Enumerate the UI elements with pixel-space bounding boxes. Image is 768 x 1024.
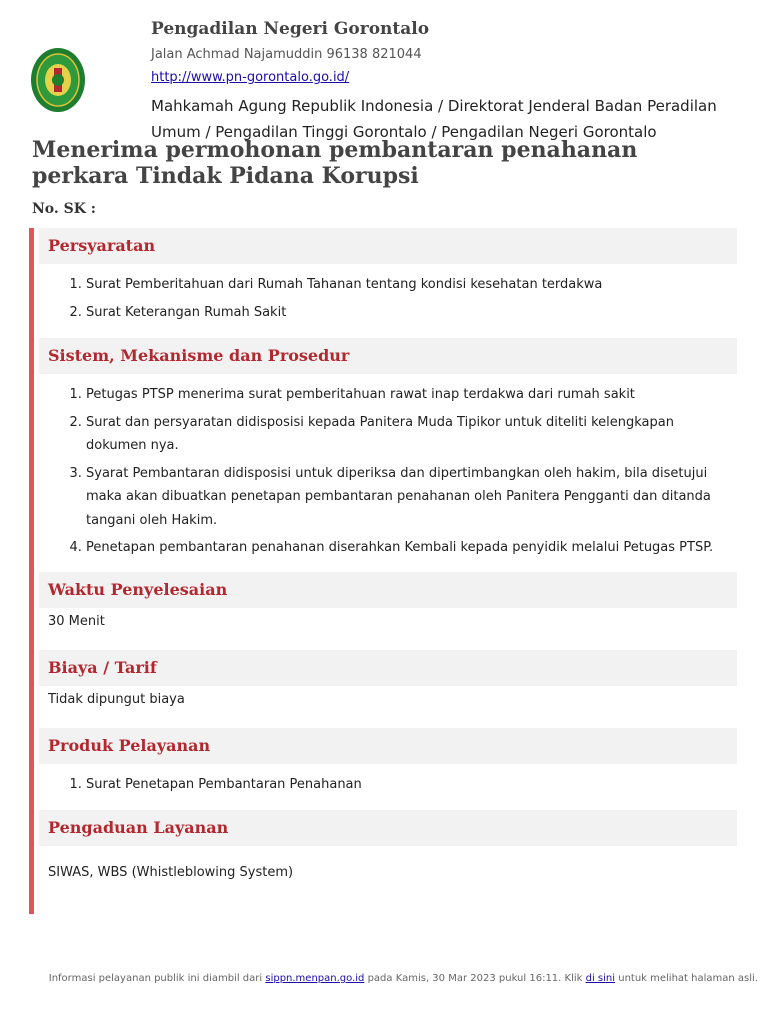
list-item: 3. Syarat Pembantaran didisposisi untuk diperiksa dan dipertimbangkan oleh hakim, bila disetujui maka akan dibuatkan penetapan pembantaran penahanan oleh Panitera Pengganti dan ditanda tangani oleh Hakim. (86, 462, 737, 533)
requirements-list (39, 273, 737, 324)
section-biaya (39, 650, 737, 709)
footer-prefix: Informasi pelayanan publik ini diambil dari (48, 973, 263, 984)
original-page-link[interactable]: di sini (585, 973, 616, 984)
procedure-list (39, 383, 737, 560)
section-persyaratan (39, 228, 737, 328)
section-heading: Biaya / Tarif (39, 650, 737, 686)
list-item: 4. Penetapan pembantaran penahanan diserahkan Kembali kepada penyidik melalui Petugas PTSP. (86, 536, 737, 560)
section-produk (39, 728, 737, 801)
source-link[interactable]: sippn.menpan.go.id (265, 973, 365, 984)
org-name: Pengadilan Negeri Gorontalo (151, 19, 430, 39)
section-heading: Waktu Penyelesaian (39, 572, 737, 608)
org-website-link[interactable]: http://www.pn-gorontalo.go.id/ (151, 70, 350, 85)
org-address: Jalan Achmad Najamuddin 96138 821044 (151, 47, 422, 62)
section-pengaduan (39, 810, 737, 882)
section-waktu (39, 572, 737, 631)
list-item: 2. Surat Keterangan Rumah Sakit (86, 301, 737, 325)
complaint-channels: SIWAS, WBS (Whistleblowing System) (48, 865, 294, 880)
list-item: 2. Surat dan persyaratan didisposisi kepada Panitera Muda Tipikor untuk diteliti kelengkapan dokumen nya. (86, 411, 737, 458)
footer-note (0, 973, 758, 984)
court-emblem-logo (30, 47, 86, 113)
section-heading: Pengaduan Layanan (39, 810, 737, 846)
list-item: 1. Petugas PTSP menerima surat pemberitahuan rawat inap terdakwa dari rumah sakit (86, 383, 737, 407)
fee-text: Tidak dipungut biaya (48, 692, 185, 707)
footer-suffix: untuk melihat halaman asli. (618, 973, 758, 984)
section-heading: Produk Pelayanan (39, 728, 737, 764)
service-details (29, 228, 737, 914)
list-item: 1. Surat Pemberitahuan dari Rumah Tahanan tentang kondisi kesehatan terdakwa (86, 273, 737, 297)
section-heading: Sistem, Mekanisme dan Prosedur (39, 338, 737, 374)
list-item: 1. Surat Penetapan Pembantaran Penahanan (86, 773, 737, 797)
footer-middle: pada Kamis, 30 Mar 2023 pukul 16:11. Klik (367, 973, 583, 984)
completion-time: 30 Menit (48, 614, 105, 629)
page-title: Menerima permohonan pembantaran penahanan perkara Tindak Pidana Korupsi (32, 137, 638, 189)
org-hierarchy: Mahkamah Agung Republik Indonesia / Direktorat Jenderal Badan Peradilan Umum / Pengadilan Tinggi Gorontalo / Pengadilan Negeri Gorontalo (151, 97, 717, 141)
product-list (39, 773, 737, 797)
section-prosedur (39, 338, 737, 564)
section-heading: Persyaratan (39, 228, 737, 264)
sk-number-label: No. SK : (32, 201, 96, 217)
